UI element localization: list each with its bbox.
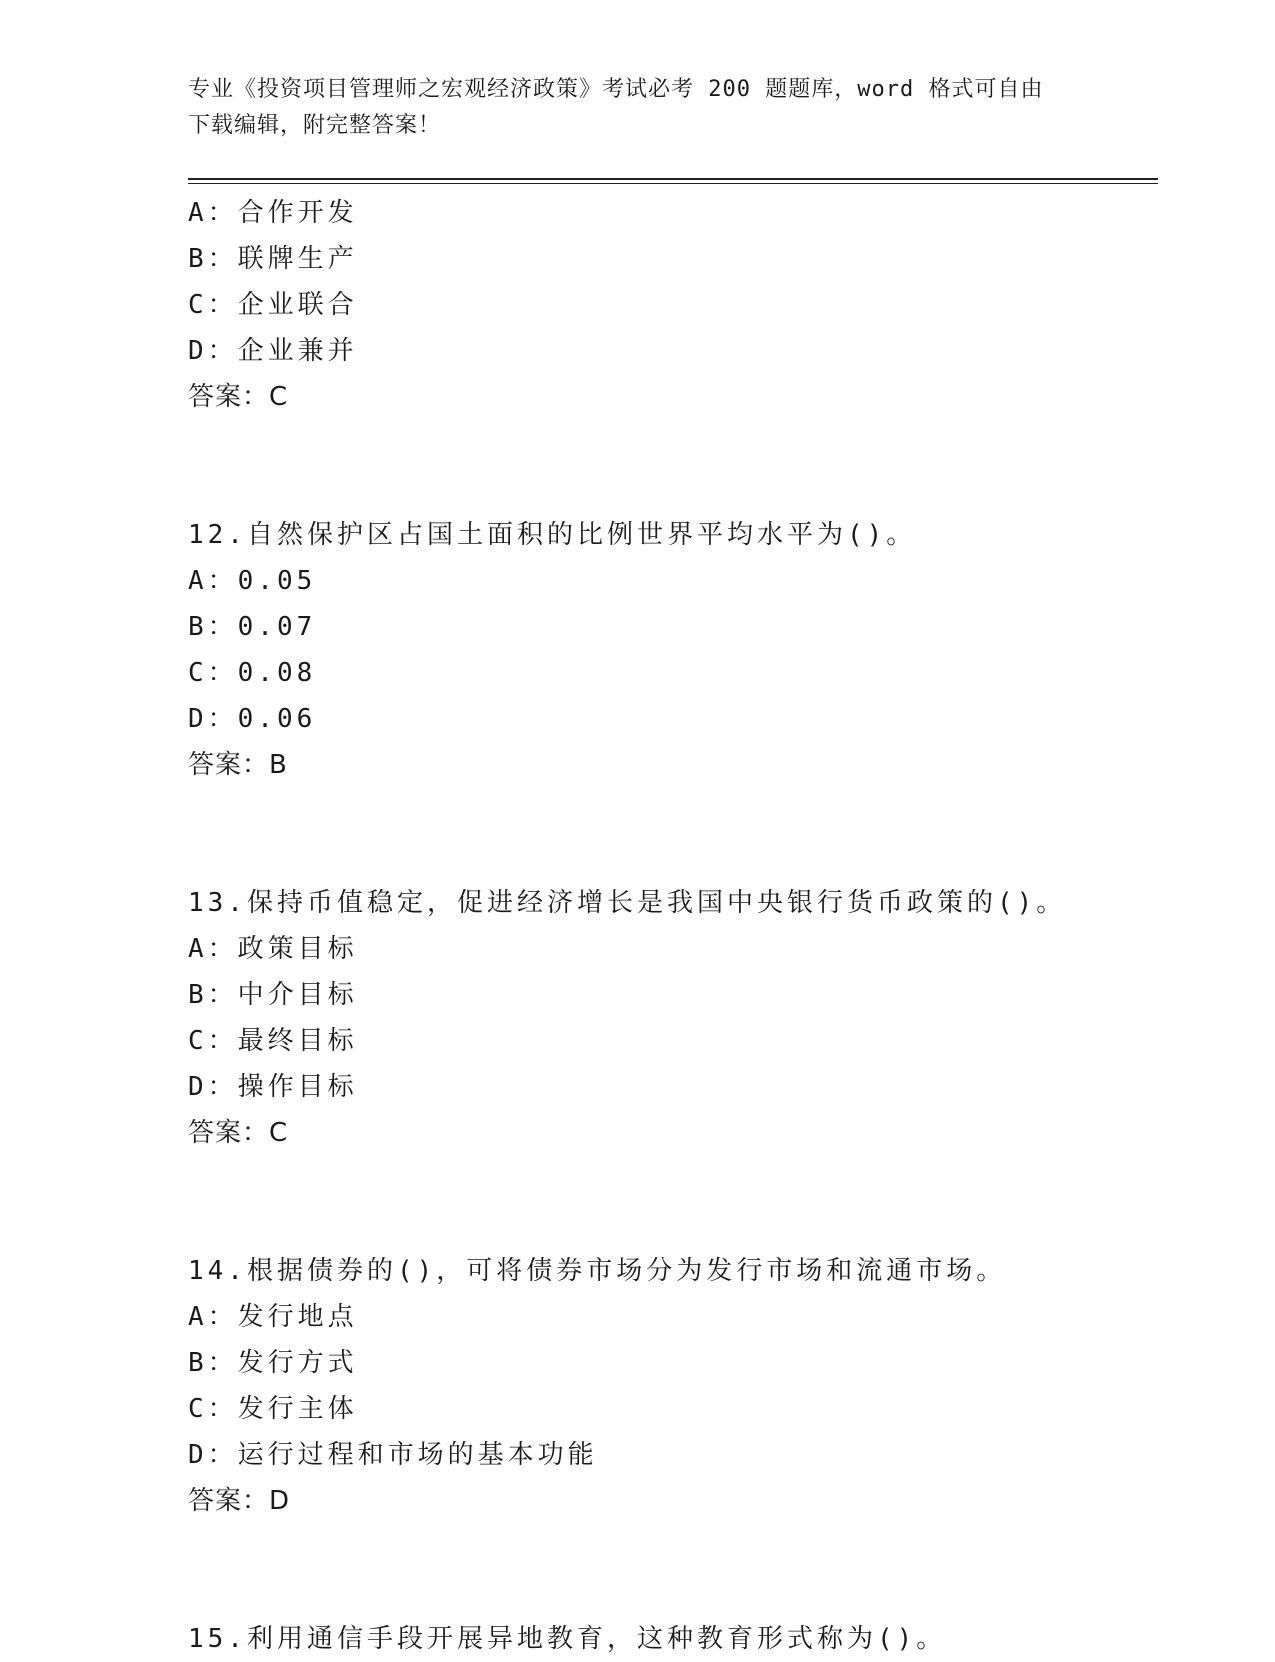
header-line-1: 专业《投资项目管理师之宏观经济政策》考试必考 200 题题库，word 格式可自由 [188, 77, 1044, 102]
question-text: 12.自然保护区占国土面积的比例世界平均水平为()。 [188, 520, 917, 550]
question-block-13 [188, 880, 1158, 1156]
option-c: C：0.08 [188, 658, 317, 688]
option-d: D：操作目标 [188, 1072, 358, 1102]
question-block-14 [188, 1248, 1158, 1524]
question-block-11 [188, 190, 1158, 420]
question-text: 13.保持币值稳定，促进经济增长是我国中央银行货币政策的()。 [188, 888, 1067, 918]
document-header [188, 72, 1088, 144]
option-c: C：最终目标 [188, 1026, 358, 1056]
option-b: B：发行方式 [188, 1348, 358, 1378]
answer: 答案：B [188, 750, 288, 780]
option-c: C：发行主体 [188, 1394, 358, 1424]
question-text: 14.根据债券的()，可将债券市场分为发行市场和流通市场。 [188, 1256, 1007, 1286]
header-divider-thin [188, 183, 1158, 184]
option-c: C：企业联合 [188, 290, 358, 320]
answer: 答案：C [188, 1118, 289, 1148]
question-text: 15.利用通信手段开展异地教育，这种教育形式称为()。 [188, 1624, 947, 1654]
option-a: A：合作开发 [188, 198, 358, 228]
answer: 答案：C [188, 382, 289, 412]
option-d: D：企业兼并 [188, 336, 358, 366]
option-a: A：发行地点 [188, 1302, 358, 1332]
option-a: A：0.05 [188, 566, 317, 596]
header-divider-thick [188, 178, 1158, 180]
option-a: A：政策目标 [188, 934, 358, 964]
option-b: B：0.07 [188, 612, 317, 642]
answer: 答案：D [188, 1486, 291, 1516]
option-d: D：运行过程和市场的基本功能 [188, 1440, 598, 1470]
option-b: B：联牌生产 [188, 244, 358, 274]
question-block-15 [188, 1616, 1158, 1662]
option-d: D：0.06 [188, 704, 317, 734]
header-line-2: 下载编辑，附完整答案！ [188, 113, 442, 138]
question-block-12 [188, 512, 1158, 788]
question-list [188, 190, 1158, 1662]
option-b: B：中介目标 [188, 980, 358, 1010]
